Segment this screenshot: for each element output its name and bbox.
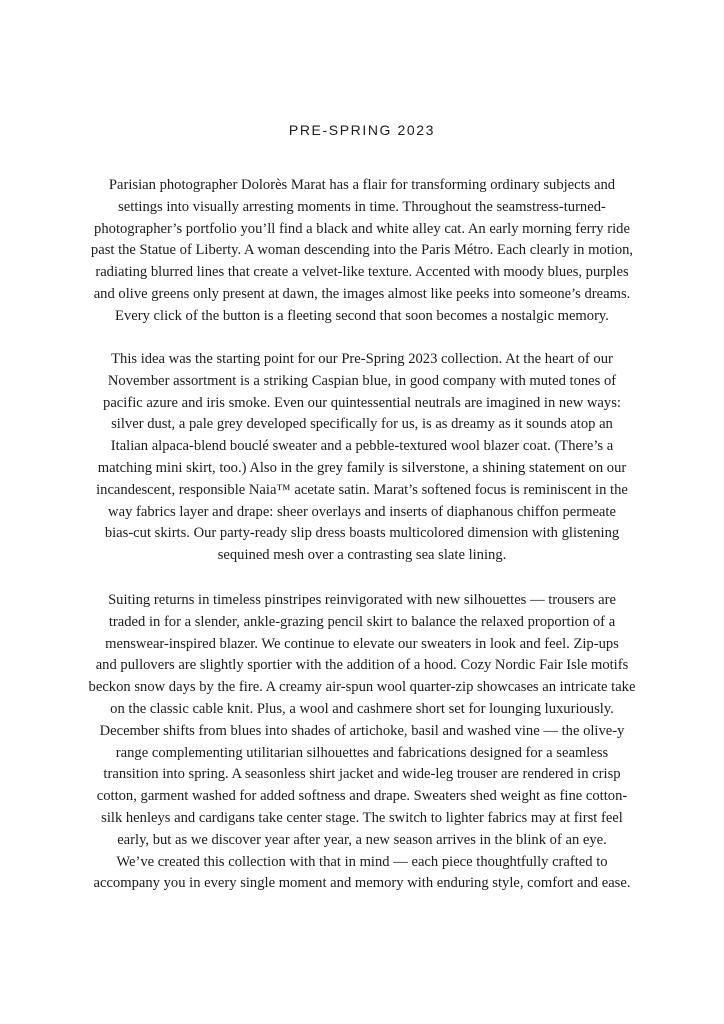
text-line: sequined mesh over a contrasting sea slate lining. (217, 547, 507, 564)
text-line: settings into visually arresting moments in time. Throughout the seamstress-turned- (118, 198, 606, 215)
page-title: PRE-SPRING 2023 (288, 122, 436, 138)
text-line: beckon snow days by the fire. A creamy air-spun wool quarter-zip showcases an intricate take (88, 679, 636, 696)
text-line: transition into spring. A seasonless shirt jacket and wide-leg trouser are rendered in crisp (103, 766, 621, 783)
text-line: cotton, garment washed for added softness and drape. Sweaters shed weight as fine cotton- (96, 788, 628, 805)
text-line: November assortment is a striking Caspian blue, in good company with muted tones of (107, 372, 617, 389)
text-line: menswear-inspired blazer. We continue to elevate our sweaters in look and feel. Zip-ups (105, 635, 619, 652)
text-line: pacific azure and iris smoke. Even our quintessential neutrals are imagined in new ways: (103, 394, 621, 411)
text-line: and pullovers are slightly sportier with the addition of a hood. Cozy Nordic Fair Isle motifs (95, 657, 629, 674)
text-line: radiating blurred lines that create a velvet-like texture. Accented with moody blues, purples (95, 264, 629, 281)
paragraph-3 (0, 590, 724, 895)
text-line: range complementing utilitarian silhouettes and fabrications designed for a seamless (115, 744, 609, 761)
text-line: photographer’s portfolio you’ll find a black and white alley cat. An early morning ferry ride (94, 220, 630, 237)
text-line: incandescent, responsible Naia™ acetate satin. Marat’s softened focus is reminiscent in the (96, 481, 628, 498)
text-line: Every click of the button is a fleeting second that soon becomes a nostalgic memory. (115, 307, 609, 324)
text-line: bias-cut skirts. Our party-ready slip dress boasts multicolored dimension with glistening (104, 525, 620, 542)
text-line: December shifts from blues into shades of artichoke, basil and washed vine — the olive-y (99, 722, 625, 739)
text-line: Italian alpaca-blend bouclé sweater and a pebble-textured wool blazer coat. (There’s a (110, 438, 614, 455)
text-line: Parisian photographer Dolorès Marat has a flair for transforming ordinary subjects and (108, 177, 616, 193)
text-line: past the Statue of Liberty. A woman descending into the Paris Métro. Each clearly in motion, (90, 242, 634, 259)
text-line: way fabrics layer and drape: sheer overlays and inserts of diaphanous chiffon permeate (108, 503, 616, 520)
text-line: silk henleys and cardigans take center stage. The switch to lighter fabrics may at first feel (101, 809, 623, 826)
text-line: and olive greens only present at dawn, the images almost like peeks into someone’s dreams. (93, 285, 631, 302)
text-line: We’ve created this collection with that in mind — each piece thoughtfully crafted to (116, 853, 608, 870)
text-line: early, but as we discover year after year, a new season arrives in the blink of an eye. (117, 831, 607, 848)
text-line: This idea was the starting point for our Pre-Spring 2023 collection. At the heart of our (111, 351, 613, 367)
text-line: accompany you in every single moment and memory with enduring style, comfort and ease. (93, 875, 631, 892)
text-line: silver dust, a pale grey developed specifically for us, is as dreamy as it sounds atop an (111, 416, 613, 433)
text-line: on the classic cable knit. Plus, a wool and cashmere short set for lounging luxuriously. (110, 700, 614, 717)
paragraph-1 (0, 175, 724, 328)
text-line: traded in for a slender, ankle-grazing pencil skirt to balance the relaxed proportion of a (108, 613, 616, 630)
paragraph-2 (0, 349, 724, 567)
text-line: matching mini skirt, too.) Also in the grey family is silverstone, a shining statement on our (97, 459, 627, 476)
text-line: Suiting returns in timeless pinstripes reinvigorated with new silhouettes — trousers are (108, 592, 616, 608)
